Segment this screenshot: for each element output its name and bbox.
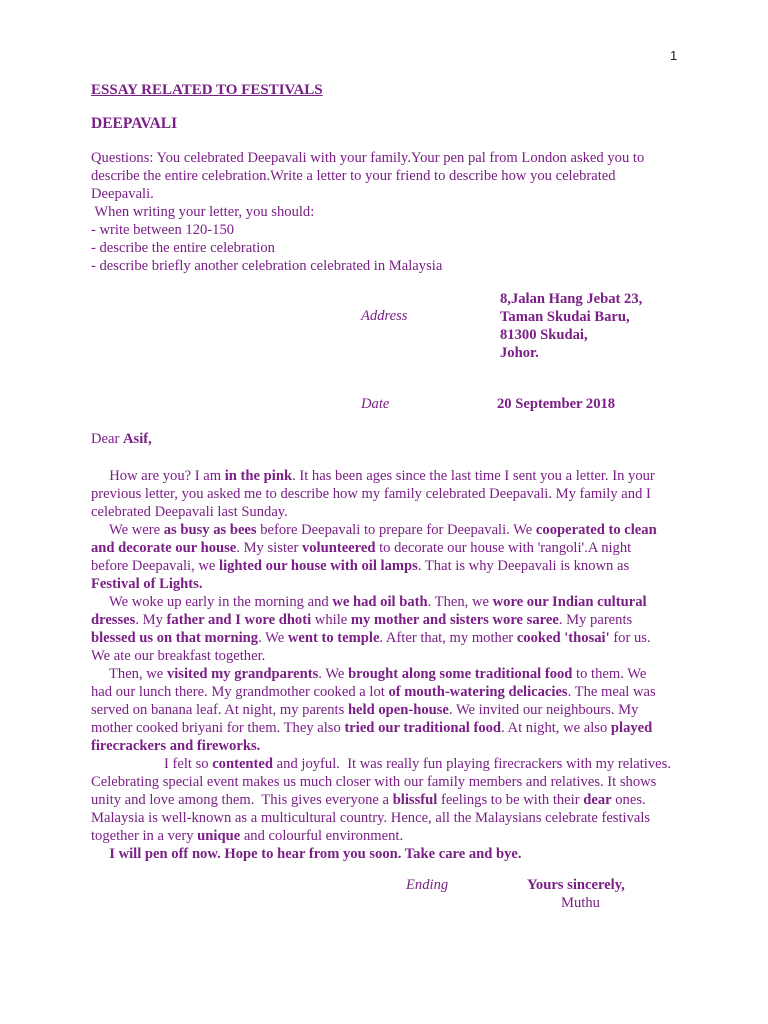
emphasized-phrase: Festival of Lights. [91, 576, 203, 592]
question-line: When writing your letter, you should: [91, 204, 315, 220]
closing: Yours sincerely, [527, 877, 625, 893]
emphasized-phrase: I will pen off now. Hope to hear from you soon. Take care and bye. [91, 846, 522, 862]
text-run: Then, we [91, 666, 167, 682]
text-run: for us. [609, 630, 651, 646]
salutation-prefix: Dear [91, 431, 124, 447]
text-run: We ate our breakfast together. [91, 648, 266, 664]
letter-line [91, 701, 691, 719]
page-number: 1 [670, 48, 678, 63]
text-run: before Deepavali to prepare for Deepavali. We [256, 522, 536, 538]
text-run: mother cooked briyani for them. They also [91, 720, 345, 736]
emphasized-phrase: wore our Indian cultural [492, 594, 647, 610]
text-run: . My [135, 612, 167, 628]
emphasized-phrase: blissful [392, 792, 438, 808]
recipient-name: Asif, [123, 431, 152, 447]
question-line: Deepavali. [91, 186, 154, 202]
text-run: We were [91, 522, 164, 538]
text-run: before Deepavali, we [91, 558, 220, 574]
emphasized-phrase: blessed us on that morning [91, 630, 259, 646]
text-run: . It has been ages since the last time I sent you a letter. In your [292, 468, 655, 484]
date-value: 20 September 2018 [497, 396, 616, 412]
letter-line [91, 539, 691, 557]
emphasized-phrase: my mother and sisters wore saree [350, 612, 559, 628]
question-line: describe the entire celebration.Write a letter to your friend to describe how you celebrated [91, 168, 616, 184]
text-run: . After that, my mother [379, 630, 517, 646]
address-label: Address [361, 308, 408, 324]
letter-body [91, 467, 691, 863]
emphasized-phrase: held open-house [347, 702, 449, 718]
question-block [91, 149, 691, 275]
letter-line [91, 611, 691, 629]
text-run: . The meal was [567, 684, 656, 700]
emphasized-phrase: dresses [91, 612, 136, 628]
emphasized-phrase: played [610, 720, 653, 736]
emphasized-phrase: contented [212, 756, 274, 772]
address-block [500, 290, 642, 362]
letter-line [91, 629, 691, 647]
text-run: How are you? I am [91, 468, 225, 484]
letter-line [91, 845, 691, 863]
emphasized-phrase: tried our traditional food [344, 720, 502, 736]
essay-subtitle: DEEPAVALI [91, 115, 178, 132]
text-run: served on banana leaf. At night, my parents [91, 702, 348, 718]
text-run: I felt so [91, 756, 213, 772]
letter-line [91, 809, 691, 827]
letter-line [91, 557, 691, 575]
text-run: . My sister [236, 540, 302, 556]
date-label: Date [361, 396, 390, 412]
text-run: feelings to be with their [437, 792, 584, 808]
text-run: . We invited our neighbours. My [448, 702, 639, 718]
ending-label: Ending [406, 877, 449, 893]
letter-line [91, 503, 691, 521]
emphasized-phrase: brought along some traditional food [348, 666, 573, 682]
text-run: and joyful. It was really fun playing firecrackers with my relatives. [273, 756, 671, 772]
address-line: Johor. [500, 345, 539, 361]
text-run: . We [318, 666, 349, 682]
letter-line [91, 467, 691, 485]
text-run: while [311, 612, 351, 628]
emphasized-phrase: as busy as bees [163, 522, 257, 538]
emphasized-phrase: unique [197, 828, 241, 844]
text-run: previous letter, you asked me to describe how my family celebrated Deepavali. My family and I [91, 486, 651, 502]
emphasized-phrase: in the pink [224, 468, 293, 484]
question-line: - describe briefly another celebration celebrated in Malaysia [91, 258, 443, 274]
text-run: ones. [611, 792, 646, 808]
question-line: - write between 120-150 [91, 222, 235, 238]
emphasized-phrase: dear [583, 792, 612, 808]
text-run: . We [258, 630, 288, 646]
text-run: . At night, we also [501, 720, 611, 736]
emphasized-phrase: cooperated to clean [535, 522, 657, 538]
letter-line [91, 647, 691, 665]
emphasized-phrase: cooked 'thosai' [516, 630, 610, 646]
emphasized-phrase: and decorate our house [91, 540, 237, 556]
emphasized-phrase: father and I wore dhoti [166, 612, 312, 628]
letter-line [91, 521, 691, 539]
emphasized-phrase: of mouth-watering delicacies [388, 684, 568, 700]
emphasized-phrase: visited my grandparents [166, 666, 319, 682]
emphasized-phrase: we had oil bath [332, 594, 428, 610]
text-run: and colourful environment. [240, 828, 404, 844]
letter-line [91, 827, 691, 845]
letter-line [91, 593, 691, 611]
text-run: . My parents [558, 612, 633, 628]
emphasized-phrase: volunteered [301, 540, 376, 556]
letter-line [91, 791, 691, 809]
address-line: 81300 Skudai, [500, 327, 588, 343]
letter-line [91, 737, 691, 755]
text-run: Celebrating special event makes us much closer with our family members and relatives. It shows [91, 774, 657, 790]
question-line: - describe the entire celebration [91, 240, 275, 256]
letter-line [91, 773, 691, 791]
essay-title: ESSAY RELATED TO FESTIVALS [91, 82, 323, 98]
address-line: 8,Jalan Hang Jebat 23, [500, 291, 643, 307]
text-run: celebrated Deepavali last Sunday. [91, 504, 288, 520]
letter-line [91, 665, 691, 683]
emphasized-phrase: firecrackers and fireworks. [91, 738, 261, 754]
text-run: to them. We [572, 666, 647, 682]
letter-line [91, 575, 691, 593]
address-line: Taman Skudai Baru, [500, 309, 630, 325]
text-run: . Then, we [427, 594, 493, 610]
emphasized-phrase: went to temple [287, 630, 380, 646]
text-run: unity and love among them. This gives everyone a [91, 792, 393, 808]
text-run: We woke up early in the morning and [91, 594, 333, 610]
text-run: together in a very [91, 828, 198, 844]
letter-line [91, 719, 691, 737]
letter-line [91, 485, 691, 503]
salutation [91, 431, 152, 448]
text-run: Malaysia is well-known as a multicultural country. Hence, all the Malaysians celebrate festivals [91, 810, 651, 826]
question-line: Questions: You celebrated Deepavali with your family.Your pen pal from London asked you to [91, 150, 645, 166]
text-run: . That is why Deepavali is known as [417, 558, 630, 574]
signature: Muthu [561, 895, 600, 911]
letter-line [91, 683, 691, 701]
text-run: to decorate our house with 'rangoli'.A night [375, 540, 632, 556]
emphasized-phrase: lighted our house with oil lamps [219, 558, 418, 574]
text-run: had our lunch there. My grandmother cooked a lot [91, 684, 389, 700]
letter-line [91, 755, 691, 773]
